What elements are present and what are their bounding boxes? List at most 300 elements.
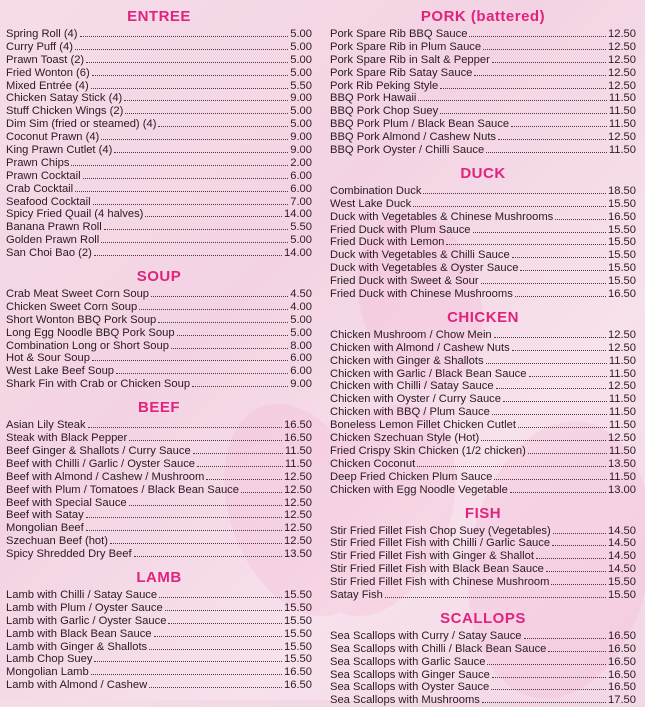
menu-item-price: 11.50 <box>608 393 636 406</box>
menu-item-price: 16.50 <box>608 288 636 301</box>
menu-item-price: 18.50 <box>608 184 636 197</box>
menu-item-name: Lamb with Almond / Cashew <box>6 679 148 692</box>
menu-item <box>6 340 312 353</box>
menu-item <box>330 28 636 41</box>
menu-item-name: Hot & Sour Soup <box>6 352 90 365</box>
menu-item <box>6 432 312 445</box>
menu-item <box>6 67 312 80</box>
dot-leader <box>88 427 282 428</box>
menu-item-name: Golden Prawn Roll <box>6 234 100 247</box>
menu-item-name: Sea Scallops with Mushrooms <box>330 694 480 707</box>
menu-item-price: 9.00 <box>290 144 312 157</box>
menu-item-name: Lamb with Plum / Oyster Sauce <box>6 601 163 614</box>
menu-section-beef <box>6 397 312 561</box>
menu-item-price: 14.50 <box>608 550 636 563</box>
menu-item <box>330 185 636 198</box>
menu-item <box>6 196 312 209</box>
dot-leader <box>92 360 288 361</box>
menu-item <box>330 380 636 393</box>
dot-leader <box>154 636 282 637</box>
menu-item <box>330 54 636 67</box>
menu-item-price: 12.50 <box>608 380 636 393</box>
menu-item-name: Seafood Cocktail <box>6 195 91 208</box>
menu-item-name: Crab Cocktail <box>6 182 74 195</box>
dot-leader <box>503 401 607 402</box>
menu-item-price: 4.00 <box>290 300 312 313</box>
dot-leader <box>101 242 288 243</box>
dot-leader <box>553 533 606 534</box>
dot-leader <box>171 348 288 349</box>
menu-item-name: Chicken with Oyster / Curry Sauce <box>330 393 501 406</box>
dot-leader <box>492 62 606 63</box>
menu-item <box>330 576 636 589</box>
dot-leader <box>94 255 282 256</box>
menu-item-name: Lamb with Garlic / Oyster Sauce <box>6 614 167 627</box>
dot-leader <box>423 193 606 194</box>
menu-item-name: Spicy Fried Quail (4 halves) <box>6 208 144 221</box>
menu-item-name: West Lake Duck <box>330 197 412 210</box>
dot-leader <box>417 466 606 467</box>
menu-item-name: Stir Fried Fillet Fish with Chinese Mushroom <box>330 576 550 589</box>
section-title: FISH <box>464 504 502 522</box>
menu-item-name: Stuff Chicken Wings (2) <box>6 105 124 118</box>
menu-item-name: Stir Fried Fillet Fish with Black Bean Sauce <box>330 563 544 576</box>
menu-item-price: 5.00 <box>290 313 312 326</box>
dot-leader <box>492 677 606 678</box>
section-title: PORK (battered) <box>420 8 546 25</box>
menu-item-price: 11.50 <box>284 444 312 457</box>
menu-item <box>330 669 636 682</box>
menu-column-right <box>330 0 636 707</box>
menu-item <box>6 602 312 615</box>
dot-leader <box>546 571 606 572</box>
dot-leader <box>481 440 606 441</box>
menu-item-name: BBQ Pork Oyster / Chilli Sauce <box>330 144 485 157</box>
dot-leader <box>487 664 606 665</box>
dot-leader <box>536 558 606 559</box>
menu-item-price: 16.50 <box>608 642 636 655</box>
menu-item-price: 11.50 <box>608 118 636 131</box>
menu-item-price: 11.50 <box>608 406 636 419</box>
menu-item-name: Short Wonton BBQ Pork Soup <box>6 313 157 326</box>
menu-item-price: 12.50 <box>284 470 312 483</box>
menu-item-name: BBQ Pork Hawaii <box>330 92 417 105</box>
menu-item <box>330 329 636 342</box>
menu-item-name: Spicy Shredded Dry Beef <box>6 548 132 561</box>
menu-item <box>330 355 636 368</box>
menu-item-name: Pork Spare Rib BBQ Sauce <box>330 28 468 40</box>
section-title: DUCK <box>460 164 506 182</box>
menu-item <box>330 144 636 157</box>
menu-item-price: 5.50 <box>290 79 312 92</box>
menu-item-name: Duck with Vegetables & Chinese Mushrooms <box>330 210 554 223</box>
menu-item <box>330 445 636 458</box>
menu-item-name: Satay Fish <box>330 588 383 601</box>
dot-leader <box>110 543 282 544</box>
menu-item <box>6 131 312 144</box>
menu-item-price: 11.50 <box>608 92 636 105</box>
dot-leader <box>491 689 606 690</box>
menu-item-price: 4.50 <box>290 288 312 301</box>
dot-leader <box>158 322 288 323</box>
menu-item-price: 15.50 <box>284 627 312 640</box>
menu-item-price: 11.50 <box>608 144 636 157</box>
menu-item-name: Sea Scallops with Oyster Sauce <box>330 681 490 694</box>
menu-section-pork-battered <box>330 6 636 157</box>
menu-item <box>330 484 636 497</box>
dot-leader <box>413 206 606 207</box>
menu-item-name: Lamb with Ginger & Shallots <box>6 640 148 653</box>
menu-item-name: Chicken with Ginger & Shallots <box>330 354 484 367</box>
menu-item-name: Fried Duck with Lemon <box>330 236 445 249</box>
menu-item-price: 12.50 <box>608 341 636 354</box>
dot-leader <box>551 584 606 585</box>
menu-item-price: 14.50 <box>608 537 636 550</box>
menu-item-name: Prawn Toast (2) <box>6 53 85 66</box>
dot-leader <box>510 492 606 493</box>
menu-item <box>6 221 312 234</box>
menu-item-price: 16.50 <box>608 210 636 223</box>
dot-leader <box>83 178 289 179</box>
menu-item <box>330 262 636 275</box>
dot-leader <box>473 232 606 233</box>
menu-item <box>330 643 636 656</box>
menu-item-name: Dim Sim (fried or steamed) (4) <box>6 118 157 131</box>
menu-item-price: 12.50 <box>608 328 636 341</box>
menu-item-price: 15.50 <box>608 588 636 601</box>
menu-item-price: 12.50 <box>608 131 636 144</box>
menu-item-name: Chicken Szechuan Style (Hot) <box>330 432 480 445</box>
dot-leader <box>494 337 606 338</box>
dot-leader <box>159 597 282 598</box>
menu-item-name: Combination Long or Short Soup <box>6 339 169 352</box>
dot-leader <box>86 530 282 531</box>
menu-item-name: Lamb with Chilli / Satay Sauce <box>6 588 158 601</box>
menu-item-price: 12.50 <box>608 79 636 92</box>
dot-leader <box>492 414 607 415</box>
menu-item-name: Sea Scallops with Curry / Satay Sauce <box>330 629 522 642</box>
menu-item-name: Chicken Satay Stick (4) <box>6 92 123 105</box>
menu-item-name: Beef with Almond / Cashew / Mushroom <box>6 470 205 483</box>
menu-item-price: 12.50 <box>608 66 636 79</box>
menu-item <box>330 236 636 249</box>
menu-item <box>330 525 636 538</box>
dot-leader <box>512 257 606 258</box>
dot-leader <box>92 75 288 76</box>
menu-item <box>330 694 636 707</box>
dot-leader <box>145 216 282 217</box>
menu-item-name: Coconut Prawn (4) <box>6 131 100 144</box>
menu-item <box>6 522 312 535</box>
menu-item-price: 16.50 <box>284 679 312 692</box>
menu-item <box>330 537 636 550</box>
menu-item <box>6 471 312 484</box>
menu-item-name: Chicken Mushroom / Chow Mein <box>330 328 492 341</box>
menu-item <box>330 249 636 262</box>
menu-item <box>6 170 312 183</box>
menu-item <box>330 198 636 211</box>
section-title: SOUP <box>136 268 182 286</box>
menu-item-price: 11.50 <box>284 457 312 470</box>
dot-leader <box>446 244 606 245</box>
menu-item-price: 5.00 <box>290 53 312 66</box>
section-title: LAMB <box>136 568 182 586</box>
menu-item-price: 5.00 <box>290 40 312 53</box>
menu-item <box>6 80 312 93</box>
dot-leader <box>440 113 607 114</box>
menu-item-price: 5.00 <box>290 234 312 247</box>
menu-item-name: Duck with Vegetables & Chilli Sauce <box>330 249 510 262</box>
menu-item <box>6 458 312 471</box>
menu-item-name: Fried Duck with Chinese Mushrooms <box>330 288 513 301</box>
dot-leader <box>75 49 288 50</box>
menu-item-price: 16.50 <box>284 432 312 445</box>
menu-item <box>330 458 636 471</box>
dot-leader <box>158 126 288 127</box>
menu-item-name: Szechuan Beef (hot) <box>6 535 108 548</box>
menu-item-price: 6.00 <box>290 365 312 378</box>
menu-item <box>6 352 312 365</box>
menu-item-price: 12.50 <box>608 432 636 445</box>
menu-column-left <box>6 0 312 692</box>
dot-leader <box>486 363 607 364</box>
menu-item <box>330 563 636 576</box>
menu-item-name: Stir Fried Fillet Fish Chop Suey (Vegetables) <box>330 524 551 537</box>
menu-item <box>6 157 312 170</box>
menu-item <box>6 509 312 522</box>
menu-item <box>6 548 312 561</box>
menu-item-name: Sea Scallops with Chilli / Black Bean Sauce <box>330 642 547 655</box>
menu-item <box>6 234 312 247</box>
menu-item-price: 15.50 <box>608 275 636 288</box>
menu-item <box>330 288 636 301</box>
menu-item <box>330 211 636 224</box>
menu-item <box>6 105 312 118</box>
menu-item <box>6 589 312 602</box>
menu-item-price: 12.50 <box>284 483 312 496</box>
menu-item-name: Spring Roll (4) <box>6 28 78 40</box>
menu-item-price: 5.00 <box>290 66 312 79</box>
dot-leader <box>241 492 282 493</box>
menu-item-price: 11.50 <box>608 419 636 432</box>
menu-item-price: 15.50 <box>608 223 636 236</box>
menu-item-price: 6.00 <box>290 352 312 365</box>
menu-item-price: 15.50 <box>608 236 636 249</box>
dot-leader <box>94 661 282 662</box>
menu-item-name: Mixed Entrée (4) <box>6 79 89 92</box>
menu-item-name: Prawn Chips <box>6 156 70 169</box>
menu-item <box>6 445 312 458</box>
menu-item-name: Chicken with BBQ / Plum Sauce <box>330 406 490 419</box>
dot-leader <box>177 335 289 336</box>
section-title: CHICKEN <box>447 308 519 326</box>
menu-item <box>6 208 312 221</box>
menu-item <box>6 327 312 340</box>
menu-item <box>330 92 636 105</box>
menu-item <box>6 419 312 432</box>
menu-item-name: Fried Wonton (6) <box>6 66 90 79</box>
menu-item <box>6 535 312 548</box>
menu-item-price: 12.50 <box>284 509 312 522</box>
dot-leader <box>520 270 606 271</box>
dot-leader <box>75 191 288 192</box>
menu-item-price: 14.00 <box>284 208 312 221</box>
menu-item-name: Crab Meat Sweet Corn Soup <box>6 288 150 301</box>
dot-leader <box>124 100 288 101</box>
menu-item-name: Pork Spare Rib Satay Sauce <box>330 66 473 79</box>
dot-leader <box>206 479 282 480</box>
menu-item <box>330 656 636 669</box>
menu-item <box>6 314 312 327</box>
dot-leader <box>139 309 288 310</box>
menu-item-price: 2.00 <box>290 156 312 169</box>
menu-item-name: Fried Crispy Skin Chicken (1/2 chicken) <box>330 444 526 457</box>
menu-item-price: 11.50 <box>608 470 636 483</box>
menu-section-duck <box>330 163 636 301</box>
menu-item-price: 15.50 <box>608 197 636 210</box>
menu-item <box>330 275 636 288</box>
menu-item-name: Combination Duck <box>330 184 422 197</box>
dot-leader <box>494 479 607 480</box>
menu-item <box>6 653 312 666</box>
dot-leader <box>440 88 606 89</box>
menu-item <box>330 105 636 118</box>
menu-item-name: Steak with Black Pepper <box>6 432 128 445</box>
dot-leader <box>528 453 607 454</box>
menu-item-name: Beef Ginger & Shallots / Curry Sauce <box>6 444 191 457</box>
menu-item-price: 12.50 <box>284 496 312 509</box>
dot-leader <box>481 283 606 284</box>
menu-item-price: 11.50 <box>608 354 636 367</box>
dot-leader <box>91 674 282 675</box>
menu-item <box>330 118 636 131</box>
menu-item <box>330 131 636 144</box>
menu-item-price: 11.50 <box>608 444 636 457</box>
menu-item-price: 15.50 <box>284 588 312 601</box>
menu-item <box>330 406 636 419</box>
menu-item-price: 5.00 <box>290 105 312 118</box>
menu-item-name: Banana Prawn Roll <box>6 221 102 234</box>
dot-leader <box>483 49 606 50</box>
menu-item-price: 6.00 <box>290 182 312 195</box>
menu-item-name: BBQ Pork Plum / Black Bean Sauce <box>330 118 510 131</box>
menu-section-lamb <box>6 567 312 692</box>
menu-item-price: 16.50 <box>608 655 636 668</box>
dot-leader <box>93 204 289 205</box>
menu-item-price: 15.50 <box>608 262 636 275</box>
menu-item-price: 16.50 <box>608 629 636 642</box>
dot-leader <box>86 62 288 63</box>
menu-item-price: 12.50 <box>608 28 636 40</box>
menu-item-price: 8.00 <box>290 339 312 352</box>
dot-leader <box>129 440 282 441</box>
menu-item-name: Lamb Chop Suey <box>6 653 93 666</box>
menu-item <box>330 80 636 93</box>
menu-item-name: Chicken Coconut <box>330 457 416 470</box>
dot-leader <box>555 219 606 220</box>
dot-leader <box>498 139 606 140</box>
menu-item-name: Stir Fried Fillet Fish with Ginger & Shallot <box>330 550 534 563</box>
menu-item <box>330 471 636 484</box>
menu-item-name: Pork Rib Peking Style <box>330 79 439 92</box>
menu-item-price: 9.00 <box>290 131 312 144</box>
dot-leader <box>192 386 288 387</box>
menu-item-name: Pork Spare Rib in Salt & Pepper <box>330 53 490 66</box>
menu-item-price: 14.50 <box>608 524 636 537</box>
menu-item-price: 15.50 <box>284 640 312 653</box>
menu-item-name: Fried Duck with Plum Sauce <box>330 223 471 236</box>
dot-leader <box>151 296 288 297</box>
menu-item <box>6 365 312 378</box>
menu-item <box>6 615 312 628</box>
menu-item <box>330 681 636 694</box>
menu-item <box>6 497 312 510</box>
menu-item-price: 14.50 <box>608 563 636 576</box>
dot-leader <box>149 649 282 650</box>
menu-item-name: Curry Puff (4) <box>6 40 73 53</box>
dot-leader <box>552 545 606 546</box>
menu-item-name: Asian Lily Steak <box>6 419 86 432</box>
menu-item-name: Chicken with Almond / Cashew Nuts <box>330 341 510 354</box>
menu-item-price: 15.50 <box>284 614 312 627</box>
menu-item-price: 11.50 <box>608 367 636 380</box>
menu-item <box>6 41 312 54</box>
menu-item <box>6 666 312 679</box>
menu-item-price: 14.00 <box>284 247 312 260</box>
menu-item-name: Sea Scallops with Garlic Sauce <box>330 655 486 668</box>
dot-leader <box>86 517 282 518</box>
dot-leader <box>114 152 288 153</box>
dot-leader <box>512 350 606 351</box>
menu-item-name: Chicken with Egg Noodle Vegetable <box>330 483 508 496</box>
menu-item-price: 5.00 <box>290 28 312 40</box>
section-title: BEEF <box>137 399 180 417</box>
menu-item-price: 12.50 <box>608 53 636 66</box>
menu-item-name: Prawn Cocktail <box>6 169 81 182</box>
menu-item-name: Sea Scallops with Ginger Sauce <box>330 668 490 681</box>
menu-item-name: Beef with Satay <box>6 509 84 522</box>
menu-item-price: 15.50 <box>284 653 312 666</box>
menu-item <box>330 550 636 563</box>
menu-section-fish <box>330 503 636 602</box>
menu-item-price: 16.50 <box>608 681 636 694</box>
menu-item-name: Stir Fried Fillet Fish with Chilli / Garlic Sauce <box>330 537 551 550</box>
menu-item <box>6 92 312 105</box>
dot-leader <box>529 376 607 377</box>
dot-leader <box>134 556 282 557</box>
menu-section-soup <box>6 266 312 391</box>
dot-leader <box>518 427 607 428</box>
menu-item-price: 15.50 <box>608 576 636 589</box>
menu-item-price: 5.00 <box>290 118 312 131</box>
dot-leader <box>496 388 606 389</box>
menu-item-name: San Choi Bao (2) <box>6 247 92 260</box>
menu-item-price: 15.50 <box>284 601 312 614</box>
menu-item-name: Pork Spare Rib in Plum Sauce <box>330 40 482 53</box>
menu-item-price: 13.00 <box>608 483 636 496</box>
menu-item-name: Chicken with Chilli / Satay Sauce <box>330 380 494 393</box>
menu-item-name: Chicken with Garlic / Black Bean Sauce <box>330 367 527 380</box>
menu-item <box>6 144 312 157</box>
menu-item-name: Beef with Special Sauce <box>6 496 127 509</box>
dot-leader <box>125 113 288 114</box>
dot-leader <box>482 702 606 703</box>
menu-item-price: 6.00 <box>290 169 312 182</box>
menu-item <box>6 118 312 131</box>
menu-item-name: Beef with Plum / Tomatoes / Black Bean Sauce <box>6 483 239 496</box>
dot-leader <box>474 75 606 76</box>
dot-leader <box>548 651 606 652</box>
